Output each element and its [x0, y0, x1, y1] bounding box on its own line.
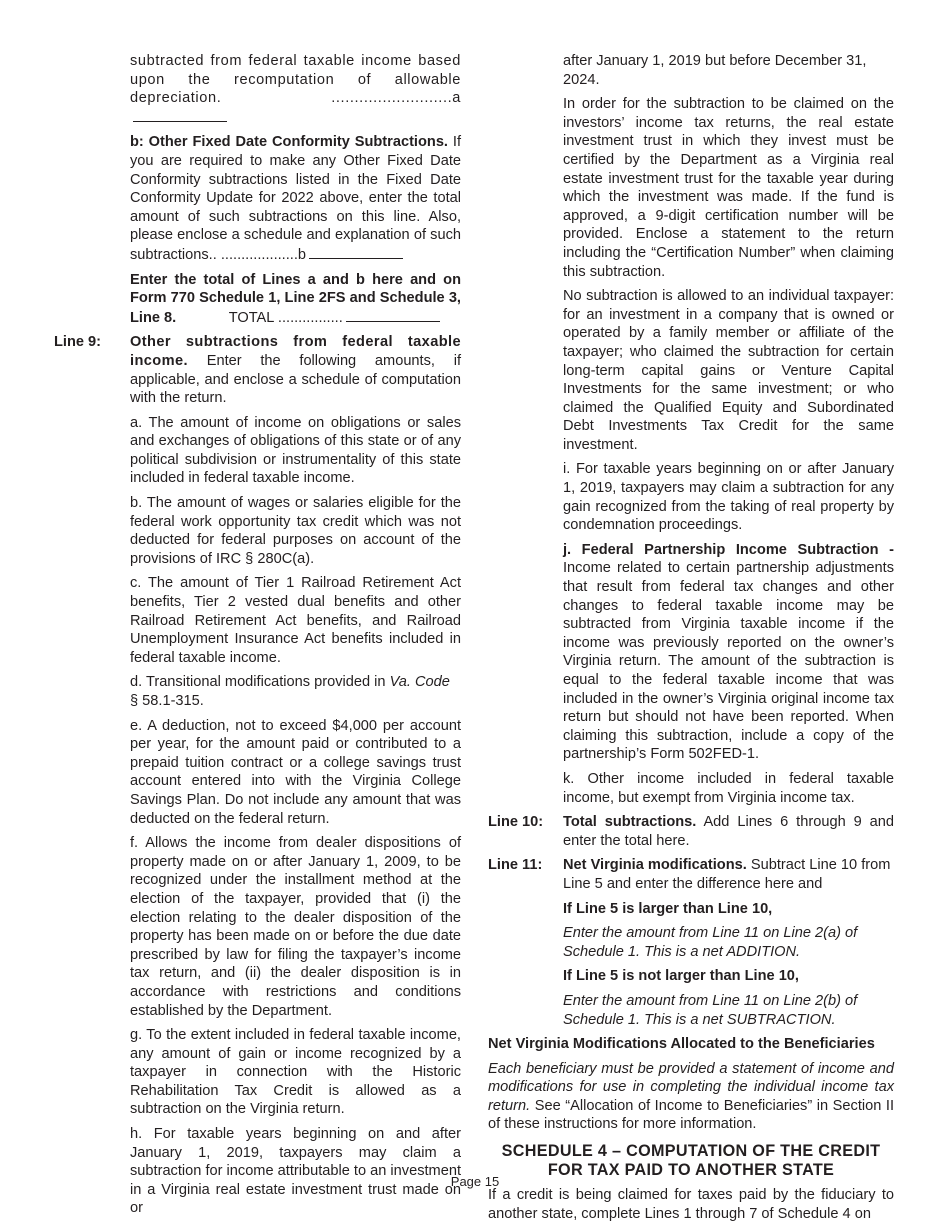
- item-d: [130, 673, 461, 710]
- item-j: [563, 541, 894, 764]
- page-number: Page 15: [450, 1174, 500, 1189]
- line-9-intro: [130, 333, 461, 407]
- line-9: [54, 333, 462, 407]
- certification-paragraph: In order for the subtraction to be claimed on the investors’ income tax returns, the real estate investment trust in which they invest must be certified by the Department as a Virginia real estate investment trust for the taxable year during which the investment was made. If the fund is approved, a 9-digit certification number will be provided. Enclose a statement to the return including the “Certification Number” when claiming this subtraction.: [563, 96, 894, 280]
- beneficiaries-paragraph: [488, 1060, 894, 1134]
- total-instruction: Enter the total of Lines a and b here and on Form 770 Schedule 1, Line 2FS and Schedule 3, Line 8.: [130, 271, 461, 326]
- line-10-heading: Total subtractions.: [563, 814, 697, 831]
- line-10-body: Add Lines 6 through 9 and enter the total here.: [563, 814, 894, 849]
- line-11: [488, 856, 894, 893]
- depreciation-text: subtracted from federal taxable income based upon the recomputation of allowable depreciation.: [130, 53, 461, 107]
- no-subtraction-paragraph: No subtraction is allowed to an individual taxpayer: for an investment in a company that is owned or operated by a family member or affiliate of the taxpayer; who claimed the subtraction for certain long-term capital gains or Venture Capital Investments for the same investment; or who claimed the Qualified Equity and Subordinated Debt Investments Tax Credit for the same investment.: [563, 288, 894, 453]
- depreciation-paragraph: [130, 52, 461, 127]
- line-11-body: Subtract Line 10 from Line 5 and enter the difference here and: [563, 857, 891, 892]
- item-h-continued: after January 1, 2019 but before December 31, 2024.: [563, 53, 867, 88]
- item-d-text: d. Transitional modifications provided in: [130, 674, 386, 691]
- other-fixed-date-paragraph: [130, 133, 461, 264]
- line-a-leader: ..........................a: [331, 90, 461, 107]
- line-10: [488, 813, 894, 850]
- total-label: TOTAL: [228, 309, 274, 326]
- line-9-heading: Other subtractions from federal taxable income.: [130, 334, 461, 369]
- if-not-larger-heading: If Line 5 is not larger than Line 10,: [563, 968, 799, 985]
- left-column: [54, 52, 462, 1224]
- line-9-label: Line 9:: [54, 334, 102, 351]
- line-b-leader: ...................b: [220, 246, 307, 263]
- if-not-larger-text: Enter the amount from Line 11 on Line 2(b) of Schedule 1. This is a net SUBTRACTION.: [563, 992, 858, 1028]
- line-11-heading: Net Virginia modifications.: [563, 857, 747, 874]
- beneficiaries-italic-text: Each beneficiary must be provided a statement of income and modifications for use in completing the individual income tax return.: [488, 1060, 894, 1114]
- right-column: [488, 52, 895, 1229]
- item-g: g. To the extent included in federal taxable income, any amount of gain or income recognized by a taxpayer in connection with the Historic Rehabilitation Tax Credit is allowed as a subtraction on the Virginia return.: [130, 1027, 461, 1118]
- schedule-4-paragraph: If a credit is being claimed for taxes paid by the fiduciary to another state, complete Lines 1 through 7 of Schedule 4 on: [488, 1187, 894, 1222]
- total-paragraph: [130, 271, 461, 328]
- line-11-text: [563, 856, 894, 893]
- schedule-4-title-line-2: FOR TAX PAID TO ANOTHER STATE: [547, 1161, 835, 1180]
- line-a-blank[interactable]: [133, 108, 227, 122]
- item-a: a. The amount of income on obligations or sales and exchanges of obligations of this state or of any political subdivision or instrumentality of this state included in federal taxable income.: [130, 414, 461, 487]
- item-d-code: Va. Code: [389, 674, 450, 691]
- other-fixed-date-heading: b: Other Fixed Date Conformity Subtractions.: [130, 134, 448, 151]
- item-c: c. The amount of Tier 1 Railroad Retirement Act benefits, Tier 2 vested dual benefits and other Railroad Retirement Act benefits, and Railroad Unemployment Insurance Act benefits included in federal taxable income.: [130, 575, 461, 666]
- item-h: h. For taxable years beginning on and after January 1, 2019, taxpayers may claim a subtraction for income attributable to an investment in a Virginia real estate investment trust made on or: [130, 1126, 461, 1217]
- line-10-label: Line 10:: [488, 814, 544, 831]
- item-k: k. Other income included in federal taxable income, but exempt from Virginia income tax.: [563, 770, 894, 806]
- total-leader: ................: [277, 309, 343, 326]
- if-larger-heading: If Line 5 is larger than Line 10,: [563, 900, 773, 917]
- beneficiaries-plain-text: See “Allocation of Income to Beneficiaries” in Section II of these instructions for more information.: [488, 1097, 895, 1133]
- total-blank[interactable]: [346, 308, 440, 322]
- item-b: b. The amount of wages or salaries eligible for the federal work opportunity tax credit which was not deducted for federal purposes on account of the provisions of IRC § 280C(a).: [130, 495, 461, 567]
- item-i: i. For taxable years beginning on or after January 1, 2019, taxpayers may claim a subtraction for any gain recognized from the taking of real property by condemnation proceedings.: [563, 461, 894, 534]
- item-e: e. A deduction, not to exceed $4,000 per account per year, for the amount paid or contributed to a prepaid tuition contract or a college savings trust account entered into with the Virginia College Savings Plan. Do not include any amount that was deducted on the federal return.: [130, 717, 461, 827]
- item-f: f. Allows the income from dealer dispositions of property made on or after January 1, 2009, to be recognized under the installment method at the election of the taxpayer, provided that (i) the election relating to the dealer disposition of the property has been made on or before the due date prescribed by law for filing the taxpayer’s income tax return, and (ii) the dealer disposition is in accordance with restrictions and conditions established by the Department.: [130, 835, 461, 1019]
- item-j-text: Income related to certain partnership adjustments that result from federal tax changes and other changes to federal taxable income may be subtracted from Virginia taxable income if the income was previously reported on the owner’s Virginia return. The amount of the subtraction is equal to the federal taxable income that was included in the owner’s Virginia original income tax return but should not have been reported. When claiming this subtraction, include a copy of the partnership’s Form 502FED-1.: [563, 560, 894, 763]
- item-d-section: § 58.1-315.: [130, 693, 204, 709]
- line-b-blank[interactable]: [309, 245, 403, 259]
- line-10-text: [563, 813, 894, 850]
- item-j-heading: j. Federal Partnership Income Subtraction -: [563, 541, 894, 558]
- line-9-text: Enter the following amounts, if applicable, and enclose a schedule of computation with the return.: [130, 352, 462, 407]
- line-11-label: Line 11:: [488, 857, 543, 874]
- if-larger-text: Enter the amount from Line 11 on Line 2(a) of Schedule 1. This is a net ADDITION.: [563, 925, 858, 960]
- beneficiaries-heading: Net Virginia Modifications Allocated to the Beneficiaries: [488, 1036, 875, 1053]
- other-fixed-date-text: If you are required to make any Other Fixed Date Conformity subtractions listed in the Fixed Date Conformity Update for 2022 above, enter the total amount of such subtractions on this line. Also, please enclose a schedule and explanation of such subtractions..: [130, 134, 462, 263]
- schedule-4-title-line-1: SCHEDULE 4 – COMPUTATION OF THE CREDIT: [501, 1142, 881, 1161]
